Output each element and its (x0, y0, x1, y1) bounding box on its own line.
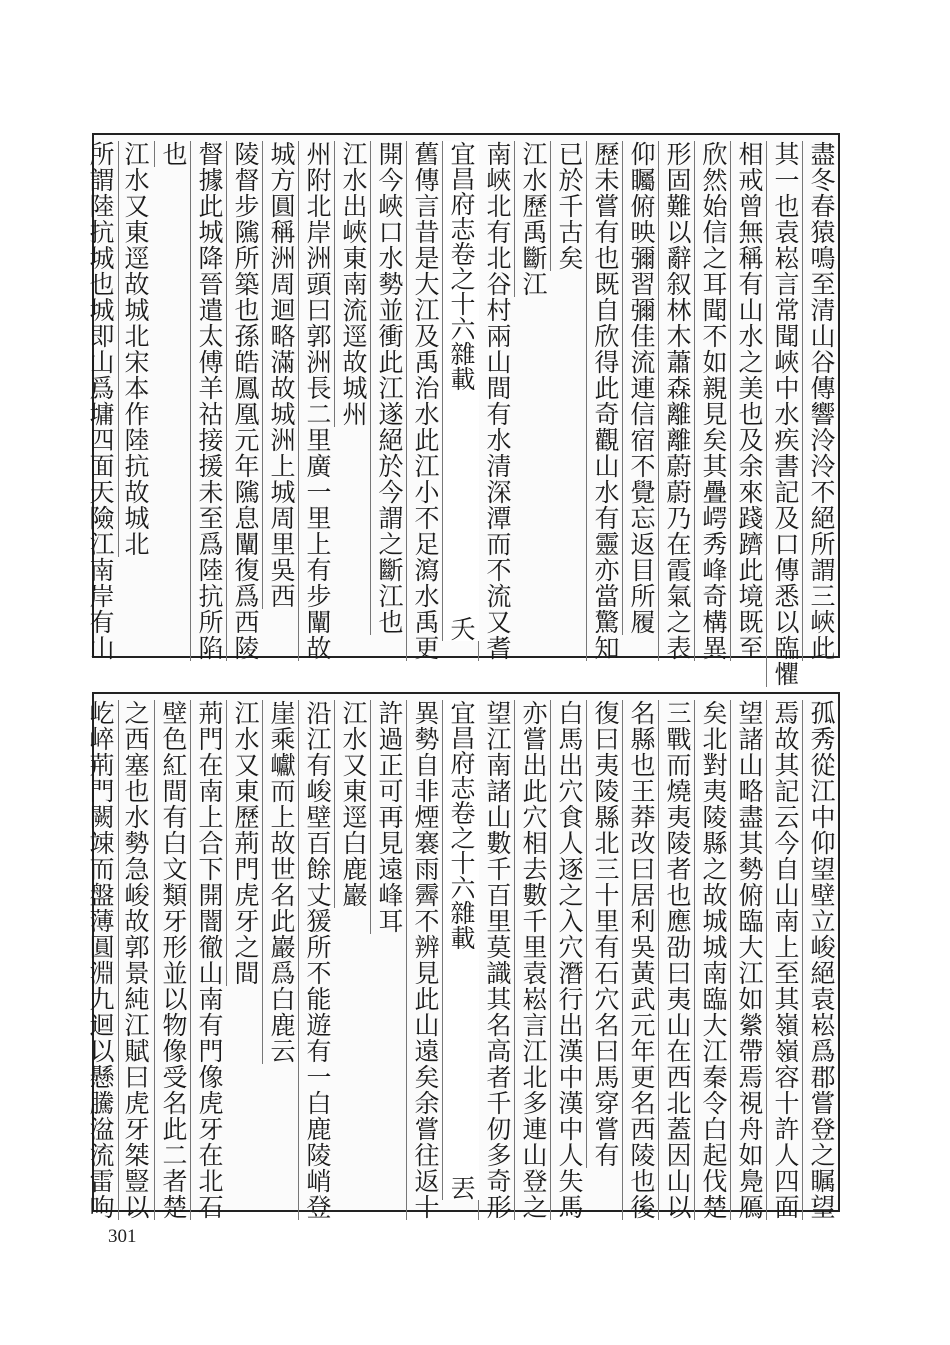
text-column: 江水歷禹斷江 (514, 141, 551, 297)
text-column: 已於千古矣 (550, 141, 587, 271)
text-column: 壁色紅間有白文類牙形並以物像受名此二者楚 (154, 700, 191, 1220)
text-column: 城方圓稱洲周迴略滿故城洲上城周里吳西 (262, 141, 299, 609)
text-column: 南峽北有北谷村兩山間有水清深潭而不流又耆 (478, 141, 515, 661)
text-column: 相戒曾無稱有山水之美也及余來踐躋此境既至 (730, 141, 767, 661)
text-column: 矣北對夷陵縣之故城城南臨大江秦令白起伐楚 (694, 700, 731, 1220)
text-column: 沿江有峻壁百餘丈猨所不能遊有一白鹿陵峭登 (298, 700, 335, 1220)
text-column: 望江南諸山數千百里莫識其名高者千仞多奇形 (478, 700, 515, 1220)
text-column: 許過正可再見遠峰耳 (370, 700, 407, 934)
text-column: 江水又東逕故城北宋本作陸抗故城北 (118, 141, 153, 557)
text-column: 歷未嘗有也既自欣得此奇觀山水有靈亦當驚知 (586, 141, 623, 661)
text-column: 之西塞也水勢急峻故郭景純江賦曰虎牙桀豎以 (118, 700, 153, 1220)
text-column: 名縣也王莽改曰居利吳黃武元年更名西陵也後 (622, 700, 659, 1220)
text-column: 督據此城降晉遣太傅羊祜接援未至爲陸抗所陷 (190, 141, 227, 661)
text-column: 焉故其記云今自山南上至其嶺嶺容十許人四面 (766, 700, 803, 1220)
text-column: 三戰而燒夷陵者也應劭曰夷山在西北蓋因山以 (658, 700, 695, 1220)
text-column: 荊門在南上合下開闇徹山南有門像虎牙在北石 (190, 700, 227, 1220)
text-column: 也 (154, 141, 191, 167)
running-header: 宜昌府志卷之十六雜載 丟 (442, 700, 479, 1200)
running-header: 宜昌府志卷之十六雜載 夭 (442, 141, 479, 641)
text-column: 孤秀從江中仰望壁立峻絕袁崧爲郡嘗登之瞩望 (802, 700, 839, 1220)
text-column: 形固難以辭叙林木蕭森離離蔚蔚乃在霞氣之表 (658, 141, 695, 661)
text-column: 陵督步隲所築也孫皓鳳凰元年隲息闡復爲西陵 (226, 141, 263, 661)
text-column: 其一也袁崧言常聞峽中水疾書記及口傳悉以臨懼 (766, 141, 803, 687)
text-column: 開今峽口水勢並衝此江遂絕於今謂之斷江也 (370, 141, 407, 635)
bottom-panel (86, 692, 840, 1220)
text-column: 江水又東歷荊門虎牙之間 (226, 700, 263, 986)
text-column: 白馬出穴食人逐之入穴潛行出漢中漢中人失馬 (550, 700, 587, 1220)
text-column: 復曰夷陵縣北三十里有石穴名曰馬穿嘗有 (586, 700, 623, 1168)
text-column: 所謂陸抗城也城即山爲墉四面天險江南岸有山 (86, 141, 115, 661)
text-column: 江水出峽東南流逕故城州 (334, 141, 371, 427)
text-column: 盡冬春猿鳴至清山谷傳響泠泠不絕所謂三峽此 (802, 141, 839, 661)
text-column: 亦嘗出此穴相去數千里袁崧言江北多連山登之 (514, 700, 551, 1220)
text-column: 欣然始信之耳聞不如親見矣其疊崿秀峰奇構異 (694, 141, 731, 661)
page-number: 301 (108, 1226, 137, 1247)
text-column: 仰矚俯映彌習彌佳流連信宿不覺忘返目所履 (622, 141, 659, 635)
text-column: 舊傳言昔是大江及禹治水此江小不足瀉水禹更 (406, 141, 443, 661)
text-column: 屹崪荊門闕竦而盤薄圓淵九迴以懸騰湓流雷呴 (86, 700, 115, 1220)
text-column: 異勢自非煙褰雨霽不辨見此山遠矣余嘗往返十 (406, 700, 443, 1220)
text-column: 崖乘巘而上故世名此巖爲白鹿云 (262, 700, 299, 1064)
text-column: 江水又東逕白鹿巖 (334, 700, 371, 908)
text-column: 州附北岸洲頭曰郭洲長二里廣一里上有步闡故 (298, 141, 335, 661)
text-column: 望諸山略盡其勢俯臨大江如縈帶焉視舟如鳧鴈 (730, 700, 767, 1220)
top-panel (86, 133, 840, 687)
